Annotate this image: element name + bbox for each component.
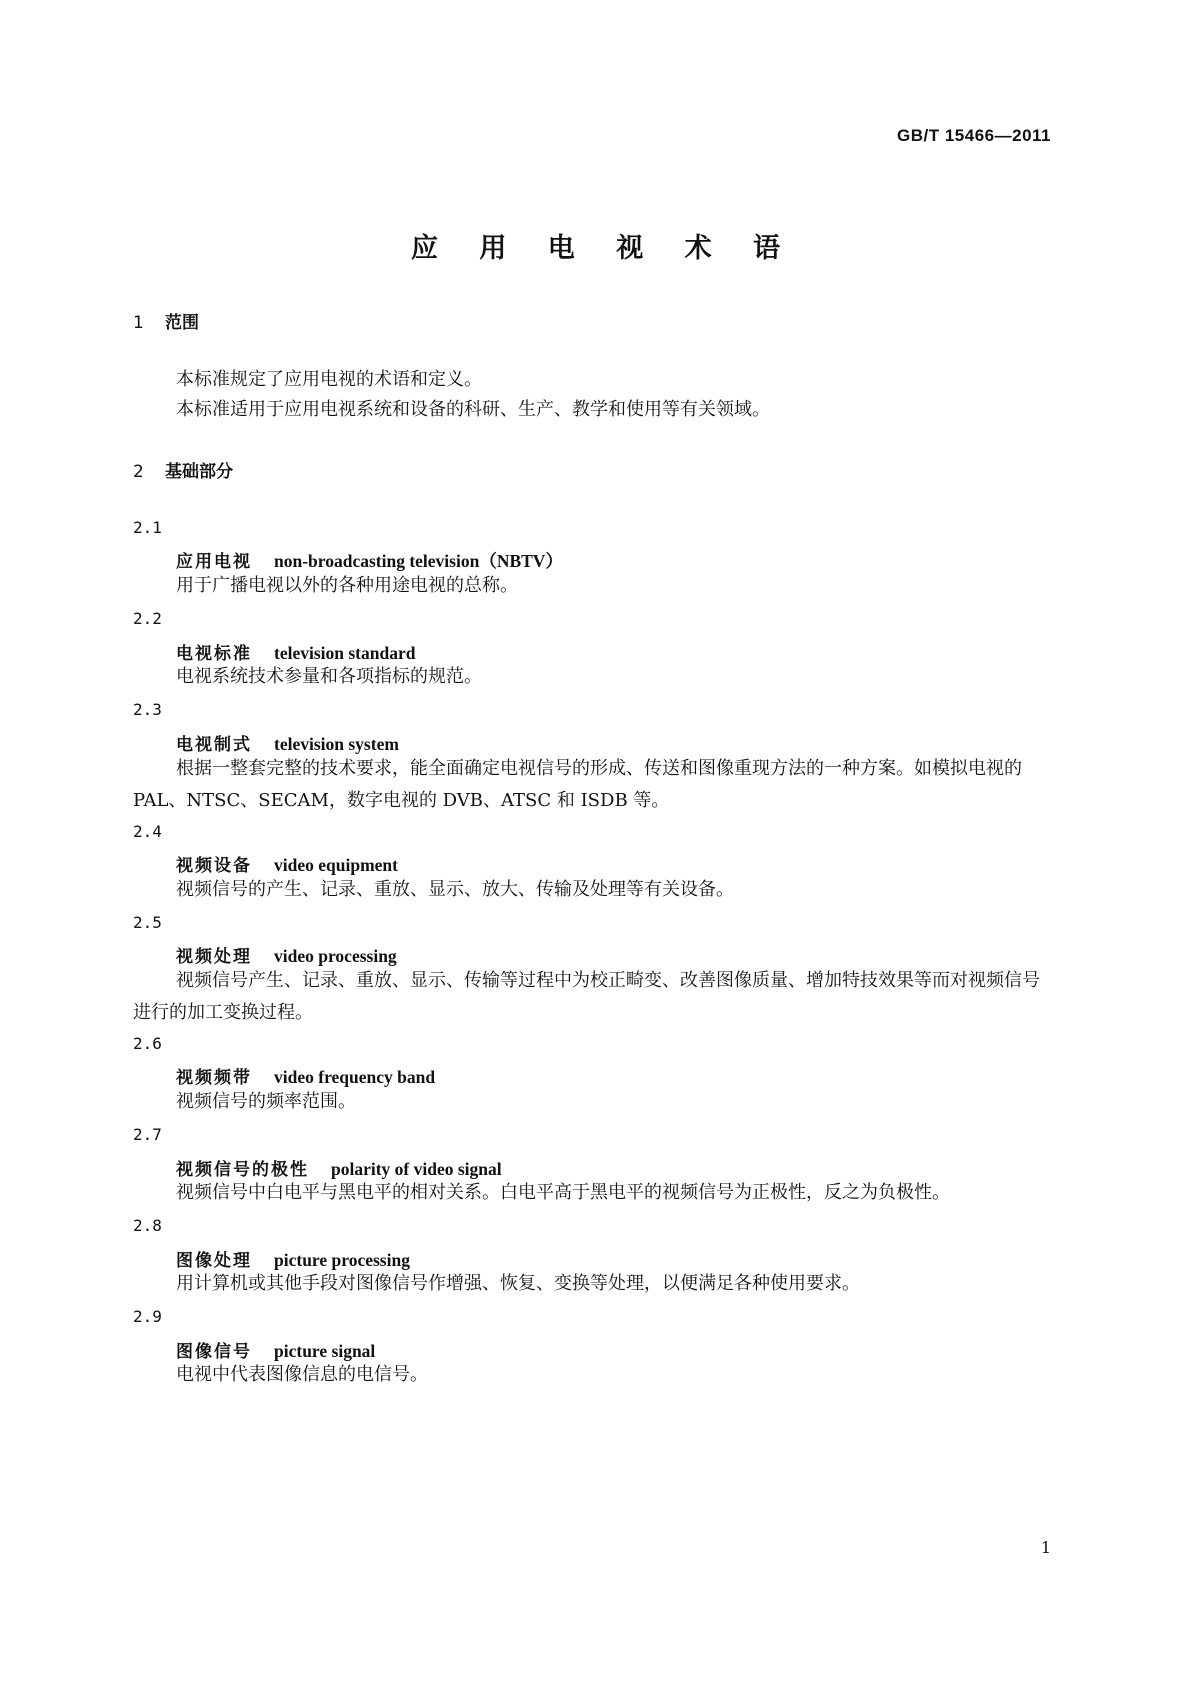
section-number: 2	[133, 462, 144, 482]
term-en: picture signal	[274, 1341, 376, 1361]
definition: 用于广播电视以外的各种用途电视的总称。	[176, 575, 518, 596]
section-heading-basics	[133, 457, 233, 482]
term-en: video processing	[274, 946, 397, 966]
term	[176, 730, 399, 755]
term-zh: 应用电视	[176, 552, 252, 572]
entry-number: 2.1	[133, 518, 162, 537]
term-en: television system	[274, 734, 399, 754]
entry-number: 2.2	[133, 609, 162, 628]
definition: 视频信号产生、记录、重放、显示、传输等过程中为校正畸变、改善图像质量、增加特技效果等而对视频信号进行的加工变换过程。	[133, 970, 1040, 1023]
page-number: 1	[1040, 1538, 1051, 1557]
definition: 视频信号的频率范围。	[176, 1091, 356, 1112]
term	[176, 942, 397, 967]
term-en: television standard	[274, 643, 416, 663]
term	[176, 1063, 435, 1088]
term-en: video frequency band	[274, 1067, 436, 1087]
page-title: 应 用 电 视 术 语	[411, 233, 796, 264]
term-zh: 电视标准	[176, 644, 252, 664]
term-zh: 电视制式	[176, 735, 252, 755]
term-en: non-broadcasting television（NBTV）	[274, 551, 563, 571]
standard-code: GB/T 15466—2011	[897, 126, 1051, 145]
definition: 根据一整套完整的技术要求，能全面确定电视信号的形成、传送和图像重现方法的一种方案。如模拟电视的 PAL、NTSC、SECAM，数字电视的 DVB、ATSC 和 ISDB 等。	[133, 758, 1022, 811]
term-en: picture processing	[274, 1250, 410, 1270]
section-number: 1	[133, 313, 144, 333]
definition: 用计算机或其他手段对图像信号作增强、恢复、变换等处理，以便满足各种使用要求。	[176, 1273, 860, 1294]
term-en: polarity of video signal	[331, 1159, 502, 1179]
term-zh: 图像处理	[176, 1251, 252, 1271]
entry-number: 2.7	[133, 1125, 162, 1144]
entry-number: 2.3	[133, 700, 162, 719]
term-en: video equipment	[274, 855, 398, 875]
term-zh: 视频设备	[176, 856, 252, 876]
section-title: 范围	[165, 313, 199, 333]
definition: 视频信号中白电平与黑电平的相对关系。白电平高于黑电平的视频信号为正极性，反之为负极性。	[176, 1182, 950, 1203]
definition: 电视中代表图像信息的电信号。	[176, 1364, 428, 1385]
section-title: 基础部分	[165, 462, 233, 482]
term	[176, 851, 398, 876]
scope-paragraph-2: 本标准适用于应用电视系统和设备的科研、生产、教学和使用等有关领域。	[176, 399, 770, 420]
entry-number: 2.4	[133, 822, 162, 841]
definition: 视频信号的产生、记录、重放、显示、放大、传输及处理等有关设备。	[176, 879, 734, 900]
definition: 电视系统技术参量和各项指标的规范。	[176, 666, 482, 687]
term-zh: 视频频带	[176, 1068, 252, 1088]
term-zh: 视频处理	[176, 947, 252, 967]
entry-number: 2.9	[133, 1307, 162, 1326]
scope-paragraph-1: 本标准规定了应用电视的术语和定义。	[176, 369, 482, 390]
term-zh: 图像信号	[176, 1342, 252, 1362]
term-zh: 视频信号的极性	[176, 1160, 309, 1180]
entry-number: 2.6	[133, 1034, 162, 1053]
entry-number: 2.5	[133, 913, 162, 932]
section-heading-scope	[133, 308, 199, 333]
entry-number: 2.8	[133, 1216, 162, 1235]
